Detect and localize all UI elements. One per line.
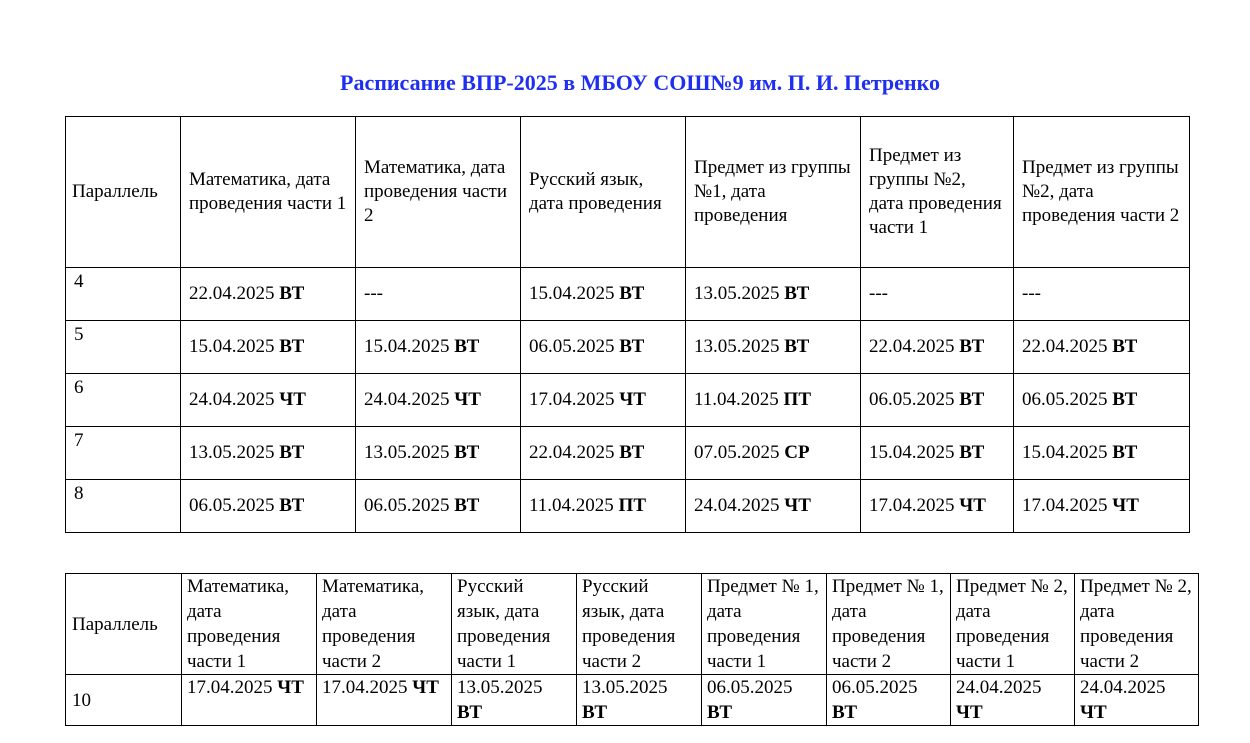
date-text: 15.04.2025	[364, 336, 450, 357]
date-text: 13.05.2025	[694, 283, 780, 304]
date-text: 22.04.2025	[189, 283, 275, 304]
date-text: 06.05.2025	[1022, 389, 1108, 410]
date-text: 13.05.2025	[582, 677, 668, 698]
date-text: ---	[869, 283, 888, 304]
date-text: 17.04.2025	[187, 677, 273, 698]
header-cell: Предмет из группы №1, дата проведения	[686, 117, 861, 268]
weekday-text: ВТ	[784, 283, 810, 304]
weekday-text: ВТ	[1112, 442, 1138, 463]
weekday-text: ВТ	[457, 702, 483, 723]
weekday-text: ЧТ	[1080, 702, 1107, 723]
header-cell: Русский язык, дата проведения части 2	[577, 574, 702, 675]
date-text: 13.05.2025	[189, 442, 275, 463]
table-row	[66, 321, 1190, 374]
weekday-text: ЧТ	[279, 389, 306, 410]
header-cell: Предмет из группы №2, дата проведения части 2	[1014, 117, 1190, 268]
date-text: ---	[1022, 283, 1041, 304]
date-cell	[1014, 374, 1190, 427]
header-cell: Предмет № 1, дата проведения части 2	[827, 574, 951, 675]
date-cell	[181, 321, 356, 374]
date-cell	[1014, 427, 1190, 480]
date-text: ---	[364, 283, 383, 304]
weekday-text: ЧТ	[454, 389, 481, 410]
weekday-text: ПТ	[783, 389, 811, 410]
weekday-text: ЧТ	[1112, 495, 1139, 516]
weekday-text: ВТ	[707, 702, 733, 723]
weekday-text: ВТ	[1112, 389, 1138, 410]
weekday-text: ВТ	[279, 442, 305, 463]
date-text: 06.05.2025	[707, 677, 793, 698]
date-cell	[1014, 268, 1190, 321]
date-text: 17.04.2025	[869, 495, 955, 516]
weekday-text: ВТ	[279, 336, 305, 357]
date-text: 15.04.2025	[529, 283, 615, 304]
date-cell	[1075, 675, 1199, 726]
date-text: 15.04.2025	[869, 442, 955, 463]
date-cell	[521, 427, 686, 480]
schedule-table-grades-4-8	[65, 116, 1190, 533]
date-cell	[356, 268, 521, 321]
page-title: Расписание ВПР-2025 в МБОУ СОШ№9 им. П. И. Петренко	[340, 70, 940, 95]
date-cell	[702, 675, 827, 726]
weekday-text: ВТ	[582, 702, 608, 723]
date-cell	[686, 427, 861, 480]
date-cell	[356, 374, 521, 427]
grade-cell: 6	[66, 374, 181, 427]
weekday-text: ВТ	[1112, 336, 1138, 357]
date-cell	[182, 675, 317, 726]
date-text: 13.05.2025	[694, 336, 780, 357]
date-cell	[951, 675, 1075, 726]
date-text: 24.04.2025	[364, 389, 450, 410]
header-cell: Математика, дата проведения части 2	[356, 117, 521, 268]
table-row	[66, 374, 1190, 427]
weekday-text: ВТ	[454, 336, 480, 357]
date-text: 22.04.2025	[869, 336, 955, 357]
header-row	[66, 574, 1199, 675]
date-text: 13.05.2025	[457, 677, 543, 698]
date-text: 11.04.2025	[529, 495, 614, 516]
weekday-text: ВТ	[959, 442, 985, 463]
weekday-text: ВТ	[832, 702, 858, 723]
header-cell: Русский язык, дата проведения	[521, 117, 686, 268]
date-cell	[181, 480, 356, 533]
weekday-text: ЧТ	[956, 702, 983, 723]
grade-cell: 7	[66, 427, 181, 480]
header-row	[66, 117, 1190, 268]
weekday-text: ЧТ	[619, 389, 646, 410]
date-cell	[181, 427, 356, 480]
table-row	[66, 268, 1190, 321]
grade-cell: 5	[66, 321, 181, 374]
header-cell: Предмет № 2, дата проведения части 2	[1075, 574, 1199, 675]
date-cell	[861, 268, 1014, 321]
weekday-text: ВТ	[619, 336, 645, 357]
date-cell	[452, 675, 577, 726]
table-row	[66, 480, 1190, 533]
date-cell	[181, 268, 356, 321]
grade-cell: 10	[66, 675, 182, 726]
weekday-text: ВТ	[454, 495, 480, 516]
date-cell	[686, 374, 861, 427]
date-cell	[356, 427, 521, 480]
date-text: 24.04.2025	[189, 389, 275, 410]
date-text: 13.05.2025	[364, 442, 450, 463]
date-cell	[356, 480, 521, 533]
date-text: 15.04.2025	[189, 336, 275, 357]
header-cell: Математика, дата проведения части 2	[317, 574, 452, 675]
table-row	[66, 427, 1190, 480]
date-cell	[521, 480, 686, 533]
date-cell	[521, 321, 686, 374]
date-cell	[317, 675, 452, 726]
date-cell	[861, 480, 1014, 533]
date-text: 17.04.2025	[322, 677, 408, 698]
weekday-text: ВТ	[279, 495, 305, 516]
date-text: 24.04.2025	[1080, 677, 1166, 698]
date-text: 11.04.2025	[694, 389, 779, 410]
header-cell-parallel: Параллель	[66, 117, 181, 268]
table-row	[66, 675, 1199, 726]
header-cell: Предмет № 1, дата проведения части 1	[702, 574, 827, 675]
weekday-text: ЧТ	[277, 677, 304, 698]
date-cell	[686, 268, 861, 321]
header-cell: Математика, дата проведения части 1	[181, 117, 356, 268]
date-cell	[686, 480, 861, 533]
date-cell	[827, 675, 951, 726]
date-text: 22.04.2025	[529, 442, 615, 463]
grade-cell: 4	[66, 268, 181, 321]
date-text: 06.05.2025	[832, 677, 918, 698]
weekday-text: ВТ	[959, 336, 985, 357]
date-text: 17.04.2025	[529, 389, 615, 410]
date-cell	[521, 268, 686, 321]
schedule-table-grade-10	[65, 573, 1199, 726]
header-cell: Математика, дата проведения части 1	[182, 574, 317, 675]
grade-cell: 8	[66, 480, 181, 533]
weekday-text: ВТ	[619, 442, 645, 463]
header-cell: Предмет № 2, дата проведения части 1	[951, 574, 1075, 675]
date-cell	[577, 675, 702, 726]
weekday-text: ЧТ	[412, 677, 439, 698]
date-cell	[861, 374, 1014, 427]
date-text: 06.05.2025	[189, 495, 275, 516]
date-cell	[521, 374, 686, 427]
weekday-text: ЧТ	[959, 495, 986, 516]
date-cell	[356, 321, 521, 374]
weekday-text: ВТ	[959, 389, 985, 410]
date-cell	[1014, 480, 1190, 533]
date-cell	[861, 321, 1014, 374]
date-text: 06.05.2025	[529, 336, 615, 357]
date-cell	[1014, 321, 1190, 374]
date-text: 24.04.2025	[956, 677, 1042, 698]
weekday-text: ВТ	[454, 442, 480, 463]
header-cell: Предмет из группы №2, дата проведения части 1	[861, 117, 1014, 268]
weekday-text: ВТ	[784, 336, 810, 357]
header-cell-parallel: Параллель	[66, 574, 182, 675]
date-text: 22.04.2025	[1022, 336, 1108, 357]
weekday-text: ВТ	[279, 283, 305, 304]
date-text: 06.05.2025	[364, 495, 450, 516]
date-cell	[686, 321, 861, 374]
date-cell	[181, 374, 356, 427]
weekday-text: ЧТ	[784, 495, 811, 516]
weekday-text: ВТ	[619, 283, 645, 304]
date-text: 24.04.2025	[694, 495, 780, 516]
weekday-text: ПТ	[618, 495, 646, 516]
date-text: 17.04.2025	[1022, 495, 1108, 516]
weekday-text: СР	[784, 442, 810, 463]
date-cell	[861, 427, 1014, 480]
date-text: 06.05.2025	[869, 389, 955, 410]
header-cell: Русский язык, дата проведения части 1	[452, 574, 577, 675]
date-text: 15.04.2025	[1022, 442, 1108, 463]
date-text: 07.05.2025	[694, 442, 780, 463]
